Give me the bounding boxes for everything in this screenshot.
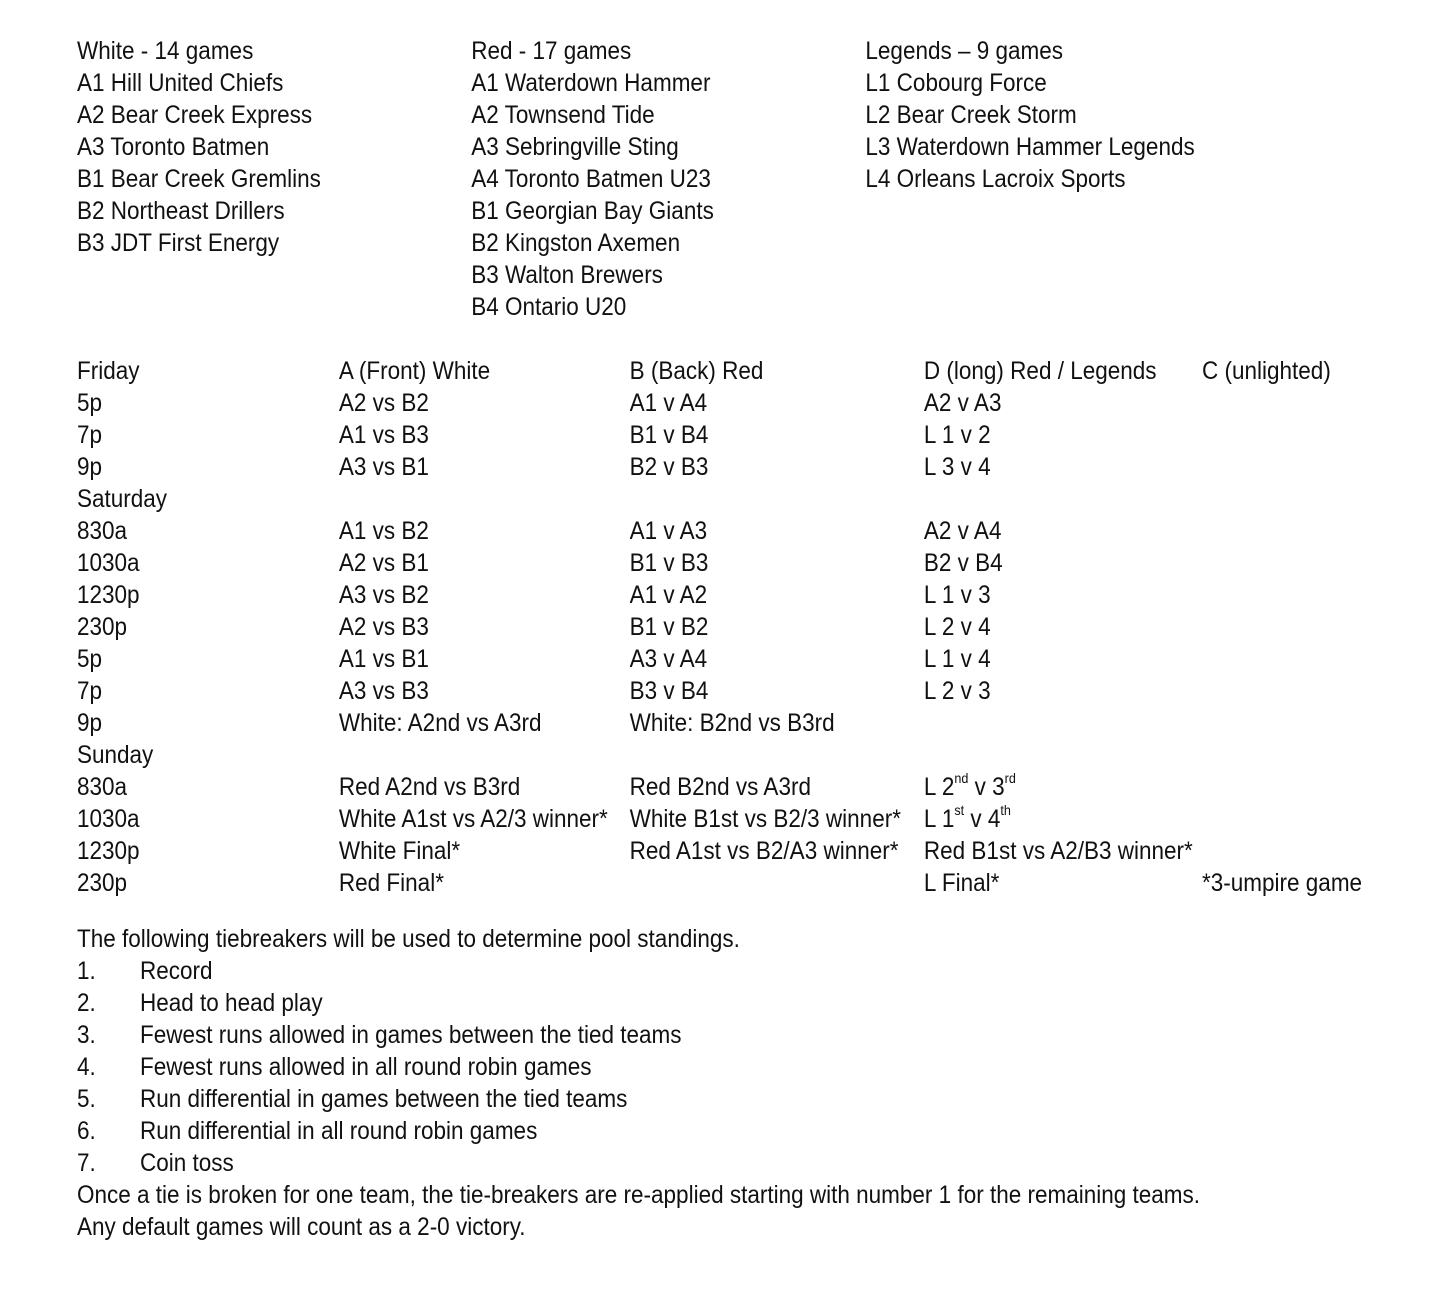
schedule-row (77, 707, 1283, 739)
list-item (77, 1083, 1283, 1115)
game-field-d: Red B1st vs A2/B3 winner* (923, 837, 1193, 865)
list-number: 3. (77, 1021, 96, 1049)
pool-heading: Red - 17 games (471, 37, 632, 65)
game-text: L 2 (923, 773, 955, 801)
schedule-row (77, 611, 1283, 643)
game-field-b: A1 v A4 (629, 389, 708, 417)
team-entry: A1 Hill United Chiefs (77, 69, 284, 97)
time-slot: 1030a (77, 549, 140, 577)
time-slot: 230p (77, 869, 128, 897)
team-entry: B2 Northeast Drillers (77, 197, 285, 225)
time-slot: 7p (77, 421, 103, 449)
list-item (77, 987, 1283, 1019)
list-item (77, 1019, 1283, 1051)
pool-legends (865, 35, 1194, 195)
schedule-row (77, 835, 1283, 867)
schedule-row (77, 515, 1283, 547)
list-item (77, 1115, 1283, 1147)
game-field-a: A3 vs B2 (338, 581, 429, 609)
game-field-d: L 1 v 4 (923, 645, 991, 673)
game-field-d: B2 v B4 (923, 549, 1003, 577)
list-number: 1. (77, 957, 96, 985)
list-item (77, 1051, 1283, 1083)
team-entry: B2 Kingston Axemen (471, 229, 681, 257)
time-slot: 1230p (77, 837, 140, 865)
umpire-note: *3-umpire game (1202, 869, 1363, 897)
game-field-d: A2 v A3 (923, 389, 1002, 417)
game-field-a: A2 vs B1 (338, 549, 429, 577)
schedule-row (77, 419, 1283, 451)
field-header-a: A (Front) White (338, 357, 491, 385)
schedule-row (77, 803, 1283, 835)
game-text: L 1 (923, 805, 955, 833)
ordinal-suffix: st (954, 801, 965, 818)
team-entry: B3 Walton Brewers (471, 261, 663, 289)
list-text: Run differential in games between the tied teams (140, 1085, 628, 1113)
list-number: 7. (77, 1149, 96, 1177)
list-number: 2. (77, 989, 96, 1017)
game-field-d: L 2 v 4 (923, 613, 991, 641)
team-entry: B1 Georgian Bay Giants (471, 197, 714, 225)
schedule-row (77, 387, 1283, 419)
day-label-friday: Friday (77, 357, 140, 385)
schedule-row (77, 771, 1283, 803)
game-field-d: L 2 v 3 (923, 677, 991, 705)
list-text: Record (140, 957, 213, 985)
team-entry: L3 Waterdown Hammer Legends (865, 133, 1195, 161)
game-field-d: L 3 v 4 (923, 453, 991, 481)
game-field-d: L 1 v 3 (923, 581, 991, 609)
time-slot: 9p (77, 709, 103, 737)
game-field-d: A2 v A4 (923, 517, 1002, 545)
list-text: Head to head play (140, 989, 323, 1017)
list-text: Fewest runs allowed in all round robin games (140, 1053, 592, 1081)
game-field-a: Red Final* (338, 869, 444, 897)
game-schedule (77, 355, 1363, 899)
time-slot: 230p (77, 613, 128, 641)
team-entry: L4 Orleans Lacroix Sports (865, 165, 1126, 193)
game-field-a: White A1st vs A2/3 winner* (338, 805, 608, 833)
game-field-b: Red B2nd vs A3rd (629, 773, 811, 801)
time-slot: 830a (77, 773, 128, 801)
game-field-a: White Final* (338, 837, 461, 865)
time-slot: 1230p (77, 581, 140, 609)
time-slot: 5p (77, 389, 103, 417)
time-slot: 830a (77, 517, 128, 545)
game-field-b: B1 v B3 (629, 549, 709, 577)
game-field-a: A2 vs B2 (338, 389, 429, 417)
schedule-document (77, 35, 1363, 1243)
team-entry: L1 Cobourg Force (865, 69, 1047, 97)
game-field-d: L Final* (923, 869, 1000, 897)
schedule-row (77, 547, 1283, 579)
ordinal-suffix: th (1000, 801, 1011, 818)
day-label-sunday: Sunday (77, 741, 154, 769)
game-field-b: B1 v B4 (629, 421, 709, 449)
game-field-a: White: A2nd vs A3rd (338, 709, 542, 737)
team-entry: A3 Toronto Batmen (77, 133, 270, 161)
list-item (77, 955, 1283, 987)
pool-heading: White - 14 games (77, 37, 254, 65)
ordinal-suffix: nd (954, 769, 969, 786)
game-field-a: A3 vs B1 (338, 453, 429, 481)
schedule-row (77, 867, 1363, 899)
tiebreaker-note: Once a tie is broken for one team, the tie-breakers are re-applied starting with number 1 for the remaining teams. (77, 1181, 1201, 1209)
game-field-a: A1 vs B3 (338, 421, 429, 449)
team-entry: A4 Toronto Batmen U23 (471, 165, 711, 193)
list-text: Run differential in all round robin games (140, 1117, 538, 1145)
game-field-b: A1 v A3 (629, 517, 708, 545)
team-entry: B1 Bear Creek Gremlins (77, 165, 321, 193)
time-slot: 5p (77, 645, 103, 673)
pool-heading: Legends – 9 games (865, 37, 1064, 65)
game-field-b: B1 v B2 (629, 613, 709, 641)
team-entry: A3 Sebringville Sting (471, 133, 679, 161)
team-entry: A2 Townsend Tide (471, 101, 655, 129)
list-item (77, 1147, 1283, 1179)
team-entry: A1 Waterdown Hammer (471, 69, 711, 97)
game-field-b: White B1st vs B2/3 winner* (629, 805, 901, 833)
time-slot: 9p (77, 453, 103, 481)
team-entry: A2 Bear Creek Express (77, 101, 313, 129)
game-field-b: White: B2nd vs B3rd (629, 709, 835, 737)
game-field-d (924, 803, 1011, 835)
game-field-a: Red A2nd vs B3rd (338, 773, 521, 801)
game-field-b: B2 v B3 (629, 453, 709, 481)
ordinal-suffix: rd (1004, 769, 1016, 786)
team-entry: B4 Ontario U20 (471, 293, 627, 321)
list-number: 4. (77, 1053, 96, 1081)
game-field-b: Red A1st vs B2/A3 winner* (629, 837, 899, 865)
tiebreakers-intro: The following tiebreakers will be used to determine pool standings. (77, 925, 740, 953)
list-text: Coin toss (140, 1149, 234, 1177)
game-text: v 3 (968, 773, 1005, 801)
game-field-b: A1 v A2 (629, 581, 708, 609)
schedule-header-row (77, 355, 1331, 387)
list-number: 6. (77, 1117, 96, 1145)
time-slot: 7p (77, 677, 103, 705)
field-header-b: B (Back) Red (629, 357, 764, 385)
tiebreakers-section (77, 923, 1283, 1243)
team-entry: B3 JDT First Energy (77, 229, 280, 257)
schedule-row (77, 579, 1283, 611)
game-field-a: A1 vs B2 (338, 517, 429, 545)
pool-white (77, 35, 321, 259)
game-field-a: A3 vs B3 (338, 677, 429, 705)
game-field-a: A2 vs B3 (338, 613, 429, 641)
list-number: 5. (77, 1085, 96, 1113)
game-field-b: A3 v A4 (629, 645, 708, 673)
schedule-row (77, 675, 1283, 707)
field-header-d: D (long) Red / Legends (923, 357, 1157, 385)
team-entry: L2 Bear Creek Storm (865, 101, 1077, 129)
game-text: v 4 (964, 805, 1001, 833)
game-field-d: L 1 v 2 (923, 421, 991, 449)
schedule-row (77, 451, 1283, 483)
game-field-d (924, 771, 1016, 803)
day-row-sunday (77, 739, 1283, 771)
day-row-saturday (77, 483, 1283, 515)
field-header-c: C (unlighted) (1202, 357, 1331, 385)
day-label-saturday: Saturday (77, 485, 168, 513)
game-field-b: B3 v B4 (629, 677, 709, 705)
time-slot: 1030a (77, 805, 140, 833)
default-game-note: Any default games will count as a 2-0 victory. (77, 1213, 526, 1241)
pools-section (77, 35, 1283, 323)
pool-red (471, 35, 714, 323)
game-field-a: A1 vs B1 (338, 645, 429, 673)
list-text: Fewest runs allowed in games between the tied teams (140, 1021, 682, 1049)
schedule-row (77, 643, 1283, 675)
